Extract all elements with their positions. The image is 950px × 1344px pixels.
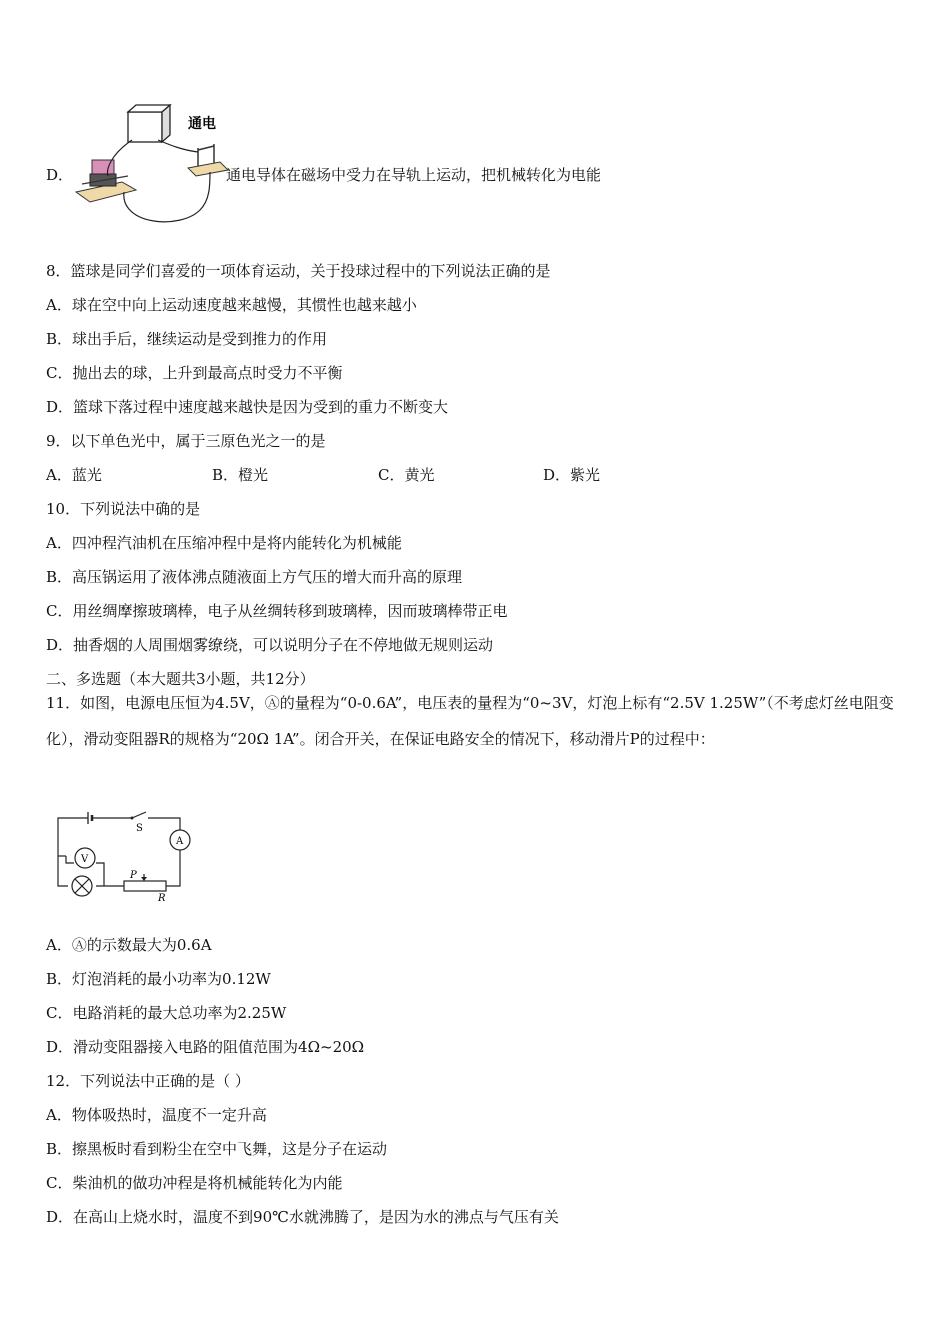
q10-option-b[interactable]: B．高压锅运用了液体沸点随液面上方气压的增大而升高的原理 <box>46 568 463 586</box>
rheostat-label: R <box>158 893 166 903</box>
slider-label: P <box>130 870 137 881</box>
voltmeter-label: V <box>81 854 89 865</box>
circuit-wire <box>148 818 180 830</box>
q10-option-d[interactable]: D．抽香烟的人周围烟雾缭绕，可以说明分子在不停地做无规则运动 <box>46 636 494 654</box>
q7-option-d-text: 通电导体在磁场中受力在导轨上运动，把机械转化为电能 <box>226 166 602 184</box>
ammeter-label: A <box>176 836 184 847</box>
q9-option-c[interactable]: C．黄光 <box>378 466 435 484</box>
voltmeter-wire <box>96 863 104 886</box>
q11-option-b[interactable]: B．灯泡消耗的最小功率为0.12W <box>46 970 271 988</box>
section-heading: 二、多选题（本大题共3小题，共12分） <box>46 670 315 688</box>
q7-motor-apparatus-figure <box>70 100 230 235</box>
q12-option-b[interactable]: B．擦黑板时看到粉尘在空中飞舞，这是分子在运动 <box>46 1140 388 1158</box>
q12-option-d[interactable]: D．在高山上烧水时，温度不到90℃水就沸腾了，是因为水的沸点与气压有关 <box>46 1208 559 1226</box>
q7-figure-label: 通电 <box>188 116 216 132</box>
power-supply-box <box>128 105 170 142</box>
q11-option-d[interactable]: D．滑动变阻器接入电路的阻值范围为4Ω~20Ω <box>46 1038 365 1056</box>
q12-option-c[interactable]: C．柴油机的做功冲程是将机械能转化为内能 <box>46 1174 343 1192</box>
voltmeter-symbol <box>75 848 95 868</box>
q9-option-d[interactable]: D．紫光 <box>543 466 601 484</box>
q11-circuit-diagram <box>52 808 202 903</box>
lamp-symbol <box>72 876 92 896</box>
rod-stand-base <box>188 144 228 176</box>
q9-stem: 9．以下单色光中，属于三原色光之一的是 <box>46 432 326 450</box>
q12-stem: 12．下列说法中正确的是（ ） <box>46 1072 250 1090</box>
q7-option-d-letter: D． <box>46 166 74 184</box>
voltmeter-wire <box>66 856 74 863</box>
wire <box>158 140 198 152</box>
rheostat-symbol <box>124 870 166 903</box>
q10-option-a[interactable]: A．四冲程汽油机在压缩冲程中是将内能转化为机械能 <box>46 534 402 552</box>
q11-option-a[interactable]: A．Ⓐ的示数最大为0.6A <box>46 936 212 954</box>
q10-option-c[interactable]: C．用丝绸摩擦玻璃棒，电子从丝绸转移到玻璃棒，因而玻璃棒带正电 <box>46 602 508 620</box>
q9-option-a[interactable]: A．蓝光 <box>46 466 102 484</box>
q10-stem: 10．下列说法中确的是 <box>46 500 201 518</box>
battery-symbol <box>88 812 92 824</box>
q8-option-a[interactable]: A．球在空中向上运动速度越来越慢，其惯性也越来越小 <box>46 296 417 314</box>
q12-option-a[interactable]: A．物体吸热时，温度不一定升高 <box>46 1106 267 1124</box>
ammeter-symbol <box>170 830 190 850</box>
q8-option-b[interactable]: B．球出手后，继续运动是受到推力的作用 <box>46 330 328 348</box>
switch-blade <box>132 812 146 818</box>
q8-option-d[interactable]: D．篮球下落过程中速度越来越快是因为受到的重力不断变大 <box>46 398 449 416</box>
wire <box>124 172 210 222</box>
q9-option-b[interactable]: B．橙光 <box>212 466 269 484</box>
switch-label: S <box>136 823 143 834</box>
q8-stem: 8．篮球是同学们喜爱的一项体育运动，关于投球过程中的下列说法正确的是 <box>46 262 551 280</box>
q11-option-c[interactable]: C．电路消耗的最大总功率为2.25W <box>46 1004 287 1022</box>
q8-option-c[interactable]: C．抛出去的球，上升到最高点时受力不平衡 <box>46 364 343 382</box>
q11-stem: 11．如图，电源电压恒为4.5V，Ⓐ的量程为“0-0.6A”，电压表的量程为“0~3V，灯泡上标有“2.5V 1.25W”（不考虑灯丝电阻变化），滑动变阻器R的规格为“20Ω 1A”。闭合开关，在保证电路安全的情况下，移动滑片P的过程中： <box>46 694 894 748</box>
magnet-rail-base <box>76 160 136 202</box>
switch-contact <box>131 817 134 820</box>
circuit-wire <box>170 850 180 886</box>
